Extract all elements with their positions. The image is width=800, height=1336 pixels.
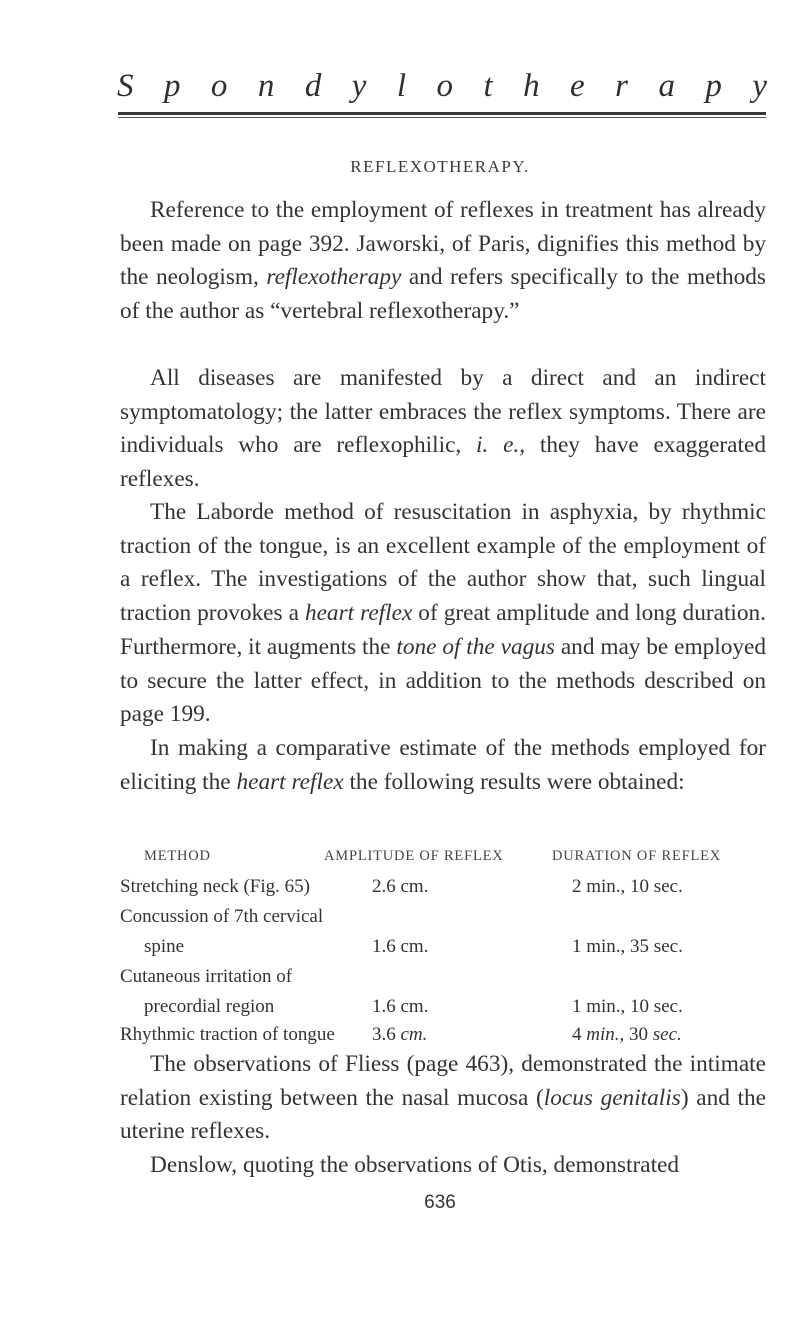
paragraph-1 (120, 194, 766, 329)
paragraph-6 (120, 1149, 766, 1183)
table-cell-amplitude: 1.6 cm. (372, 936, 429, 957)
running-head-letter: d (304, 68, 322, 104)
table-cell-method: Concussion of 7th cervical (120, 906, 324, 927)
duration-unit: min., (586, 1024, 625, 1045)
paragraph-text: and may be employed to secure the latter effect, in addition to the methods described on page 199. (120, 633, 766, 728)
table-header-method: METHOD (144, 848, 211, 864)
paragraph-text: The observations of Fliess (page 463), demonstrated the intimate relation existing between the nasal mucosa ( (120, 1051, 766, 1111)
running-head-letter: e (570, 68, 585, 104)
paragraph-text: All diseases are manifested by a direct and an indirect symptomatology; the latter embraces the reflex symptoms. There are individuals who are reflexophilic, (120, 365, 766, 459)
header-rule-thick (118, 112, 766, 115)
duration-number: 4 (572, 1024, 587, 1045)
paragraph-text: The Laborde method of resuscitation in asphyxia, by rhythmic traction of the tongue, is an excellent example of the employment of a reflex. The investigations of the author show that, such lingual traction provokes a (120, 499, 766, 627)
paragraph-text: Reference to the employment of reflexes in treatment has already been made on page 392. Jaworski, of Paris, dignifies this method by the neologism, (120, 197, 766, 291)
paragraph-text: In making a comparative estimate of the methods employed for eliciting the (120, 735, 766, 795)
paragraph-italic: tone of the vagus (396, 633, 555, 660)
page-number: 636 (424, 1192, 456, 1213)
table-header-duration: DURATION OF REFLEX (552, 848, 722, 864)
running-head-letter: a (658, 68, 675, 104)
table-cell-method: Stretching neck (Fig. 65) (120, 876, 310, 897)
running-head-letter: r (615, 68, 628, 104)
running-head-letter: o (210, 68, 228, 104)
paragraph-italic: heart reflex (304, 600, 413, 627)
running-head-letter: t (483, 68, 493, 104)
paragraph-text: the following results were obtained: (343, 768, 685, 795)
paragraph-italic: i. e., (476, 432, 526, 459)
header-rule-thin (118, 117, 766, 118)
table-cell-amplitude: 2.6 cm. (372, 876, 429, 897)
paragraph-italic: heart reflex (236, 768, 344, 795)
duration-number: 30 (624, 1024, 653, 1045)
running-head-letter: l (396, 68, 407, 104)
table-cell-amplitude (372, 1024, 427, 1046)
running-head-letter: o (436, 68, 453, 104)
running-head-letter: y (752, 68, 767, 104)
amplitude-number: 3.6 (372, 1024, 401, 1045)
paragraph-3 (120, 496, 766, 732)
paragraph-text: of great amplitude and long duration. Furthermore, it augments the (120, 600, 767, 660)
paragraph-italic: locus genitalis (543, 1084, 681, 1111)
paragraph-text: Denslow, quoting the observations of Otis, demonstrated (150, 1152, 680, 1178)
duration-unit: sec. (652, 1024, 682, 1045)
section-heading: REFLEXOTHERAPY. (350, 157, 530, 176)
paragraph-text: they have exaggerated reflexes. (120, 432, 766, 493)
running-head-letter: y (351, 68, 367, 104)
paragraph-4 (120, 732, 766, 799)
running-head-letter: h (523, 68, 540, 104)
paragraph-text: ) and the uterine reflexes. (120, 1084, 766, 1145)
table-header-amplitude: AMPLITUDE OF REFLEX (324, 848, 504, 864)
paragraph-text: and refers specifically to the methods of the author as “vertebral reflexotherapy.” (120, 264, 766, 325)
table-cell-duration: 1 min., 35 sec. (572, 936, 683, 957)
running-head-letter: S (117, 68, 134, 104)
running-head (117, 68, 767, 105)
paragraph-italic: reflexotherapy (266, 264, 402, 291)
paragraph-2 (120, 362, 766, 497)
table-cell-method-cont: precordial region (144, 996, 275, 1017)
table-cell-amplitude: 1.6 cm. (372, 996, 429, 1017)
table-cell-duration: 2 min., 10 sec. (572, 876, 683, 897)
table-cell-method: Cutaneous irritation of (120, 966, 293, 987)
running-head-letter: p (705, 68, 722, 104)
paragraph-5 (120, 1048, 766, 1149)
table-cell-method: Rhythmic traction of tongue (120, 1024, 335, 1045)
table-cell-duration: 1 min., 10 sec. (572, 996, 683, 1017)
running-head-letter: n (257, 68, 275, 104)
table-cell-duration (572, 1024, 682, 1046)
running-head-letter: p (163, 68, 181, 104)
table-cell-method-cont: spine (144, 936, 185, 957)
amplitude-unit: cm. (400, 1024, 428, 1045)
